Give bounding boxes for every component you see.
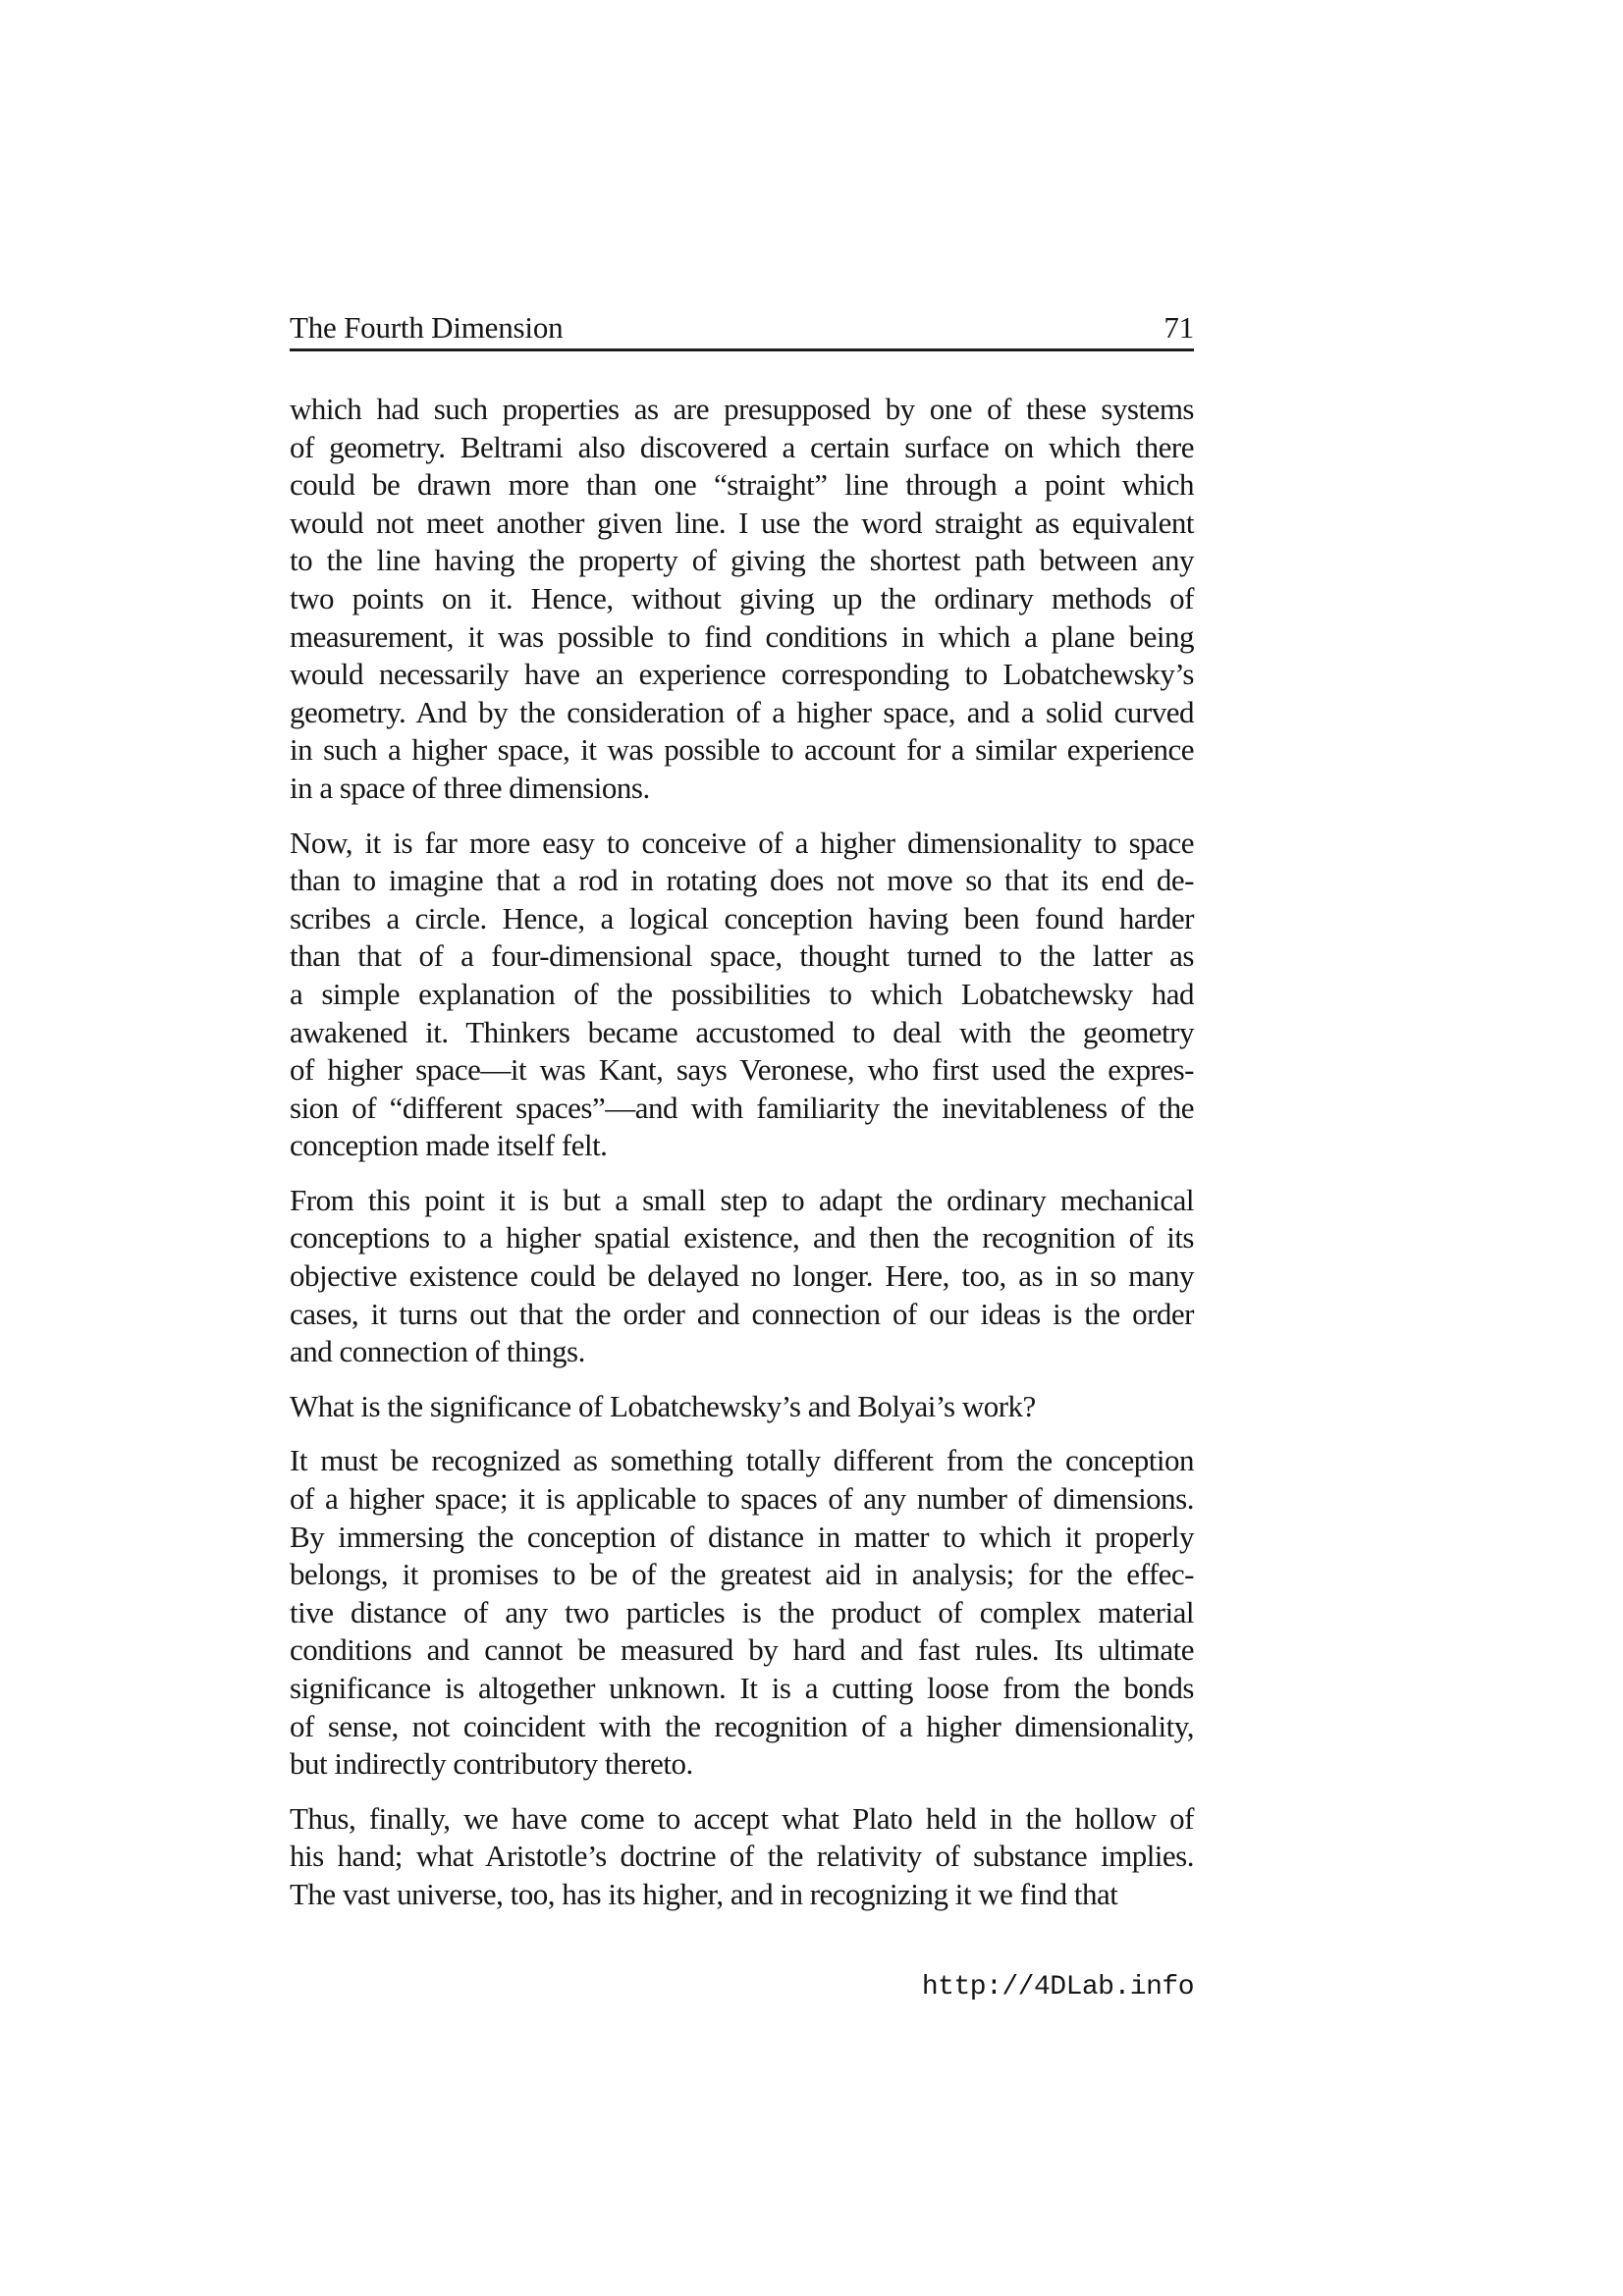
text-line: scribes a circle. Hence, a logical conception having been found harder [290, 900, 1194, 935]
text-line: measurement, it was possible to find conditions in which a plane being [290, 618, 1194, 654]
page-header [290, 310, 1194, 346]
paragraph [290, 1800, 1194, 1914]
text-line: two points on it. Hence, without giving up the ordinary methods of [290, 580, 1194, 615]
running-title: The Fourth Dimension [290, 310, 564, 345]
text-line: conceptions to a higher spatial existence, and then the recognition of its [290, 1220, 1194, 1255]
text-line: Now, it is far more easy to conceive of a higher dimensionality to space [290, 825, 1194, 860]
text-line: conditions and cannot be measured by hard and fast rules. Its ultimate [290, 1632, 1194, 1668]
footer-url: http://4DLab.info [921, 1972, 1194, 2002]
text-line: conception made itself felt. [290, 1128, 608, 1163]
text-line: objective existence could be delayed no longer. Here, too, as in so many [290, 1258, 1194, 1294]
page-body [290, 391, 1194, 1914]
text-line: of higher space—it was Kant, says Veronese, who first used the expres- [290, 1052, 1194, 1088]
text-line: of sense, not coincident with the recognition of a higher dimensionality, [290, 1708, 1194, 1743]
text-line: belongs, it promises to be of the greatest aid in analysis; for the effec- [290, 1557, 1194, 1592]
text-line: would not meet another given line. I use the word straight as equivalent [290, 505, 1194, 540]
text-line: awakened it. Thinkers became accustomed to deal with the geometry [290, 1014, 1194, 1049]
text-line: cases, it turns out that the order and connection of our ideas is the order [290, 1296, 1194, 1331]
text-line: of a higher space; it is applicable to spaces of any number of dimensions. [290, 1481, 1194, 1517]
paragraph [290, 1182, 1194, 1371]
header-rule [290, 348, 1194, 351]
text-line: could be drawn more than one “straight” line through a point which [290, 467, 1194, 503]
text-line: Thus, finally, we have come to accept what Plato held in the hollow of [290, 1800, 1194, 1836]
text-line: By immersing the conception of distance in matter to which it properly [290, 1519, 1194, 1554]
page-number: 71 [1163, 310, 1194, 345]
text-line: which had such properties as are presupposed by one of these systems [290, 392, 1194, 426]
text-line: It must be recognized as something totally different from the conception [290, 1443, 1194, 1478]
page-footer [290, 1971, 1194, 2004]
text-line: of geometry. Beltrami also discovered a certain surface on which there [290, 429, 1194, 464]
paragraph [290, 825, 1194, 1165]
paragraph [290, 391, 1194, 808]
paragraph [290, 1442, 1194, 1783]
text-line: geometry. And by the consideration of a higher space, and a solid curved [290, 694, 1194, 729]
text-line: What is the significance of Lobatchewsky’s and Bolyai’s work? [290, 1388, 1036, 1423]
text-line: significance is altogether unknown. It is a cutting loose from the bonds [290, 1671, 1194, 1705]
text-line: would necessarily have an experience corresponding to Lobatchewsky’s [290, 657, 1194, 692]
text-line: a simple explanation of the possibilities to which Lobatchewsky had [290, 976, 1194, 1011]
text-line: and connection of things. [290, 1334, 585, 1369]
paragraph [290, 1388, 1194, 1426]
text-line: his hand; what Aristotle’s doctrine of the relativity of substance implies. [290, 1839, 1194, 1874]
text-line: than that of a four-dimensional space, thought turned to the latter as [290, 938, 1194, 974]
text-line: but indirectly contributory thereto. [290, 1746, 693, 1782]
text-line: The vast universe, too, has its higher, and in recognizing it we find that [290, 1876, 1118, 1911]
text-line: to the line having the property of giving the shortest path between any [290, 543, 1194, 578]
text-line: in a space of three dimensions. [290, 770, 650, 805]
text-line: in such a higher space, it was possible to account for a similar experience [290, 732, 1194, 768]
text-line: tive distance of any two particles is the product of complex material [290, 1594, 1194, 1629]
text-line: than to imagine that a rod in rotating does not move so that its end de- [290, 863, 1194, 898]
text-line: sion of “different spaces”—and with familiarity the inevitableness of the [290, 1090, 1194, 1125]
text-line: From this point it is but a small step to adapt the ordinary mechanical [290, 1182, 1194, 1217]
